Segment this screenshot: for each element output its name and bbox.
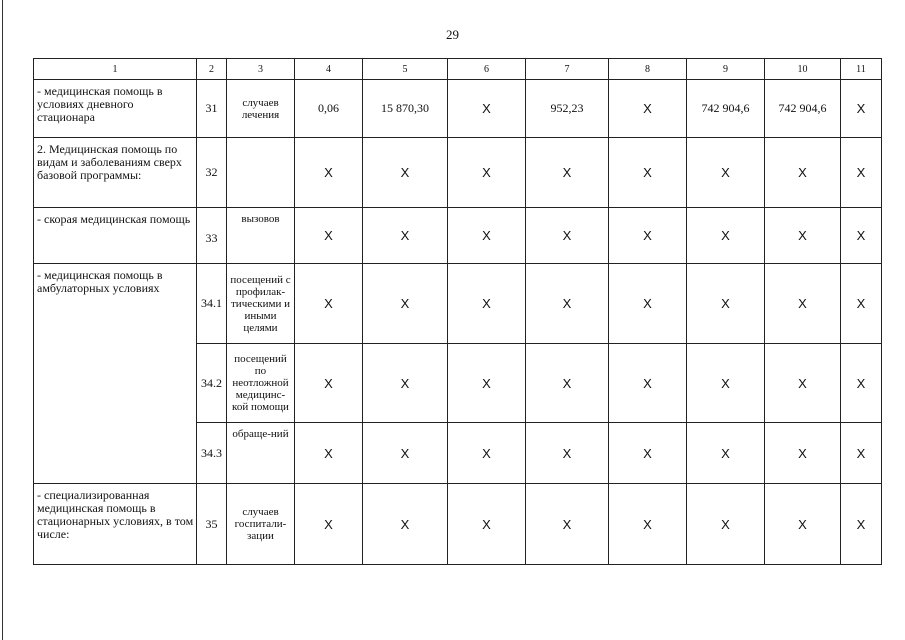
row-number: 35	[197, 484, 227, 565]
unit-cell: обраще-ний	[227, 423, 295, 484]
header-row	[34, 59, 882, 80]
table-cell: Х	[526, 208, 609, 264]
table-cell: Х	[448, 423, 526, 484]
table-cell: Х	[765, 423, 841, 484]
table-cell: Х	[448, 264, 526, 344]
unit-cell: вызовов	[227, 208, 295, 264]
table-cell: Х	[765, 208, 841, 264]
header-cell: 11	[841, 59, 882, 80]
row-label: - медицинская помощь в условиях дневного стационара	[34, 80, 197, 138]
unit-cell: посещений с профилак-тическими и иными целями	[227, 264, 295, 344]
table-cell: Х	[526, 484, 609, 565]
table-cell: 742 904,6	[765, 80, 841, 138]
table-cell: Х	[687, 423, 765, 484]
table-cell: Х	[841, 423, 882, 484]
table-cell: Х	[765, 484, 841, 565]
page-number: 29	[446, 27, 459, 42]
table-cell: Х	[841, 80, 882, 138]
header-cell: 6	[448, 59, 526, 80]
table-cell: Х	[526, 423, 609, 484]
table-cell: Х	[841, 138, 882, 208]
table-cell: Х	[609, 208, 687, 264]
table-cell: Х	[609, 138, 687, 208]
table-cell: 952,23	[526, 80, 609, 138]
table-cell: Х	[609, 423, 687, 484]
table-cell: Х	[687, 208, 765, 264]
table-cell: Х	[687, 484, 765, 565]
header-cell: 7	[526, 59, 609, 80]
table-cell: Х	[363, 208, 448, 264]
row-number: 33	[197, 208, 227, 264]
table-cell: Х	[609, 80, 687, 138]
table-cell: Х	[295, 264, 363, 344]
header-cell: 9	[687, 59, 765, 80]
header-cell: 1	[34, 59, 197, 80]
data-table	[33, 58, 882, 565]
table-cell: Х	[295, 208, 363, 264]
header-cell: 2	[197, 59, 227, 80]
table-row	[34, 208, 882, 264]
table-cell: Х	[609, 344, 687, 423]
row-number: 34.3	[197, 423, 227, 484]
row-number: 34.1	[197, 264, 227, 344]
header-cell: 4	[295, 59, 363, 80]
table-cell: Х	[295, 423, 363, 484]
table-cell: Х	[363, 423, 448, 484]
table-cell: Х	[765, 344, 841, 423]
header-cell: 5	[363, 59, 448, 80]
table-cell: Х	[295, 344, 363, 423]
unit-cell	[227, 138, 295, 208]
table-cell: Х	[841, 208, 882, 264]
table-cell: Х	[295, 138, 363, 208]
row-label: 2. Медицинская помощь по видам и заболеваниям сверх базовой программы:	[34, 138, 197, 208]
table-cell: Х	[841, 484, 882, 565]
table-cell: Х	[363, 344, 448, 423]
table-cell: Х	[609, 484, 687, 565]
table-cell: Х	[526, 264, 609, 344]
header-cell: 3	[227, 59, 295, 80]
table-cell: Х	[841, 344, 882, 423]
row-label: - скорая медицинская помощь	[34, 208, 197, 264]
table-cell: Х	[363, 264, 448, 344]
table-cell: Х	[526, 138, 609, 208]
table-cell: Х	[448, 80, 526, 138]
row-label: - медицинская помощь в амбулаторных условиях	[34, 264, 197, 484]
header-cell: 8	[609, 59, 687, 80]
table-cell: Х	[765, 264, 841, 344]
table-cell: Х	[526, 344, 609, 423]
table-cell: Х	[687, 344, 765, 423]
table-cell: Х	[295, 484, 363, 565]
table-cell: Х	[687, 264, 765, 344]
table-cell: Х	[448, 138, 526, 208]
table-row	[34, 138, 882, 208]
table-cell: Х	[448, 484, 526, 565]
table-row	[34, 264, 882, 344]
table-cell: Х	[363, 138, 448, 208]
table-row	[34, 80, 882, 138]
unit-cell: случаев лечения	[227, 80, 295, 138]
table-row	[34, 484, 882, 565]
row-label: - специализированная медицинская помощь в стационарных условиях, в том числе:	[34, 484, 197, 565]
page-left-border	[2, 0, 3, 640]
unit-cell: случаев госпитали-зации	[227, 484, 295, 565]
table-cell: Х	[609, 264, 687, 344]
table-cell: 742 904,6	[687, 80, 765, 138]
table-cell: Х	[448, 344, 526, 423]
header-cell: 10	[765, 59, 841, 80]
table-cell: Х	[363, 484, 448, 565]
table-cell: Х	[687, 138, 765, 208]
row-number: 34.2	[197, 344, 227, 423]
row-number: 31	[197, 80, 227, 138]
table-cell: Х	[841, 264, 882, 344]
unit-cell: посещений по неотложной медицинс-кой помощи	[227, 344, 295, 423]
table-cell: Х	[765, 138, 841, 208]
row-number: 32	[197, 138, 227, 208]
table-cell: 15 870,30	[363, 80, 448, 138]
table-cell: 0,06	[295, 80, 363, 138]
table-cell: Х	[448, 208, 526, 264]
